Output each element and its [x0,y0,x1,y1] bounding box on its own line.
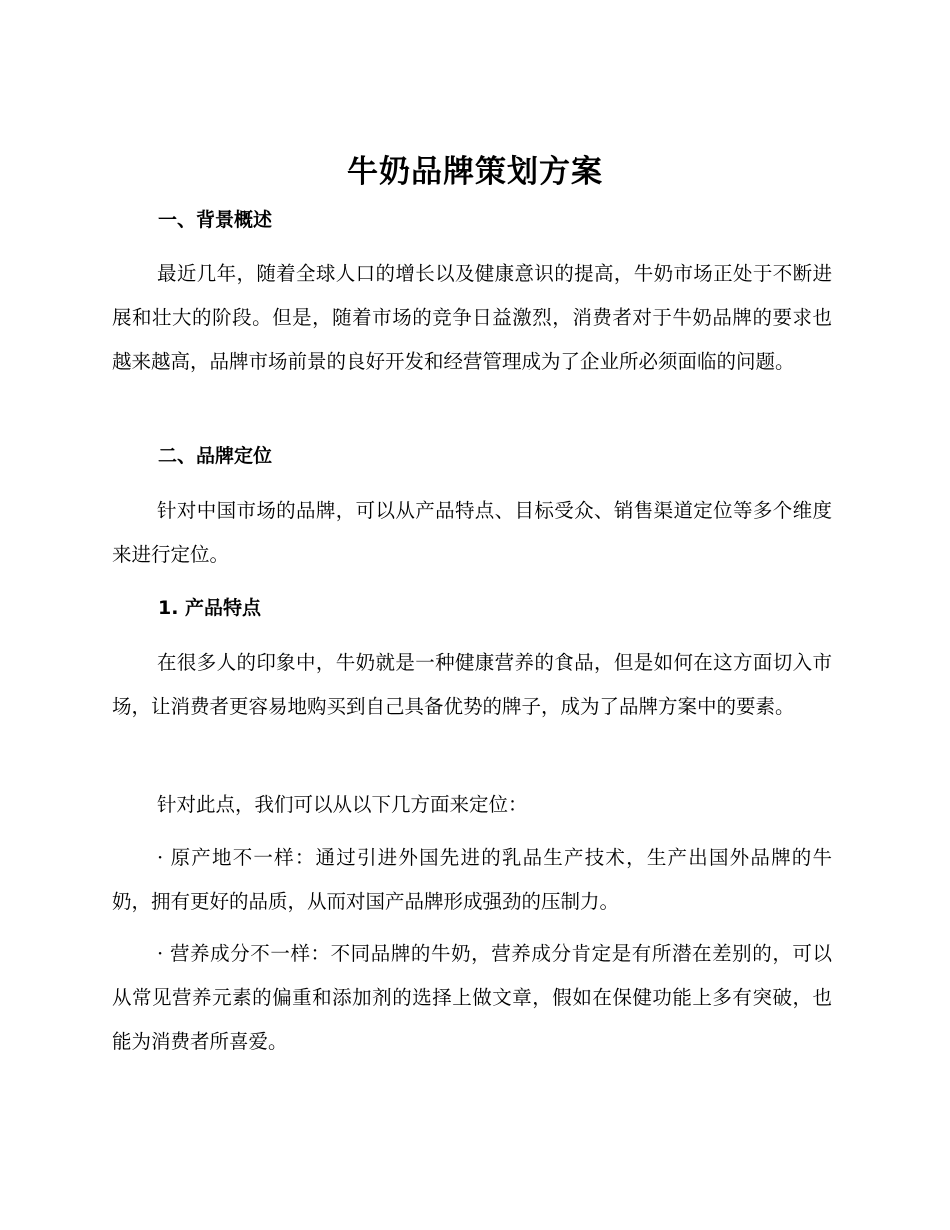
paragraph-brand-positioning: 针对中国市场的品牌，可以从产品特点、目标受众、销售渠道定位等多个维度来进行定位。 [112,499,832,566]
subsection-heading-product-features: 1. 产品特点 [158,597,262,619]
list-item-nutrition: · 营养成分不一样：不同品牌的牛奶，营养成分肯定是有所潜在差别的，可以从常见营养元素的偏重和添加剂的选择上做文章，假如在保健功能上多有突破，也能为消费者所喜爱。 [112,942,832,1053]
document-title: 牛奶品牌策划方案 [347,154,603,190]
section-heading-background: 一、背景概述 [158,209,273,231]
list-item-origin: · 原产地不一样：通过引进外国先进的乳品生产技术，生产出国外品牌的牛奶，拥有更好的品质，从而对国产品牌形成强劲的压制力。 [112,846,832,913]
paragraph-product-features: 在很多人的印象中，牛奶就是一种健康营养的食品，但是如何在这方面切入市场，让消费者更容易地购买到自己具备优势的牌子，成为了品牌方案中的要素。 [112,651,832,718]
section-heading-brand-positioning: 二、品牌定位 [158,445,273,467]
paragraph-background: 最近几年，随着全球人口的增长以及健康意识的提高，牛奶市场正处于不断进展和壮大的阶段。但是，随着市场的竞争日益激烈，消费者对于牛奶品牌的要求也越来越高，品牌市场前景的良好开发和经营管理成为了企业所必须面临的问题。 [112,262,832,373]
paragraph-positioning-intro: 针对此点，我们可以从以下几方面来定位： [157,793,528,816]
